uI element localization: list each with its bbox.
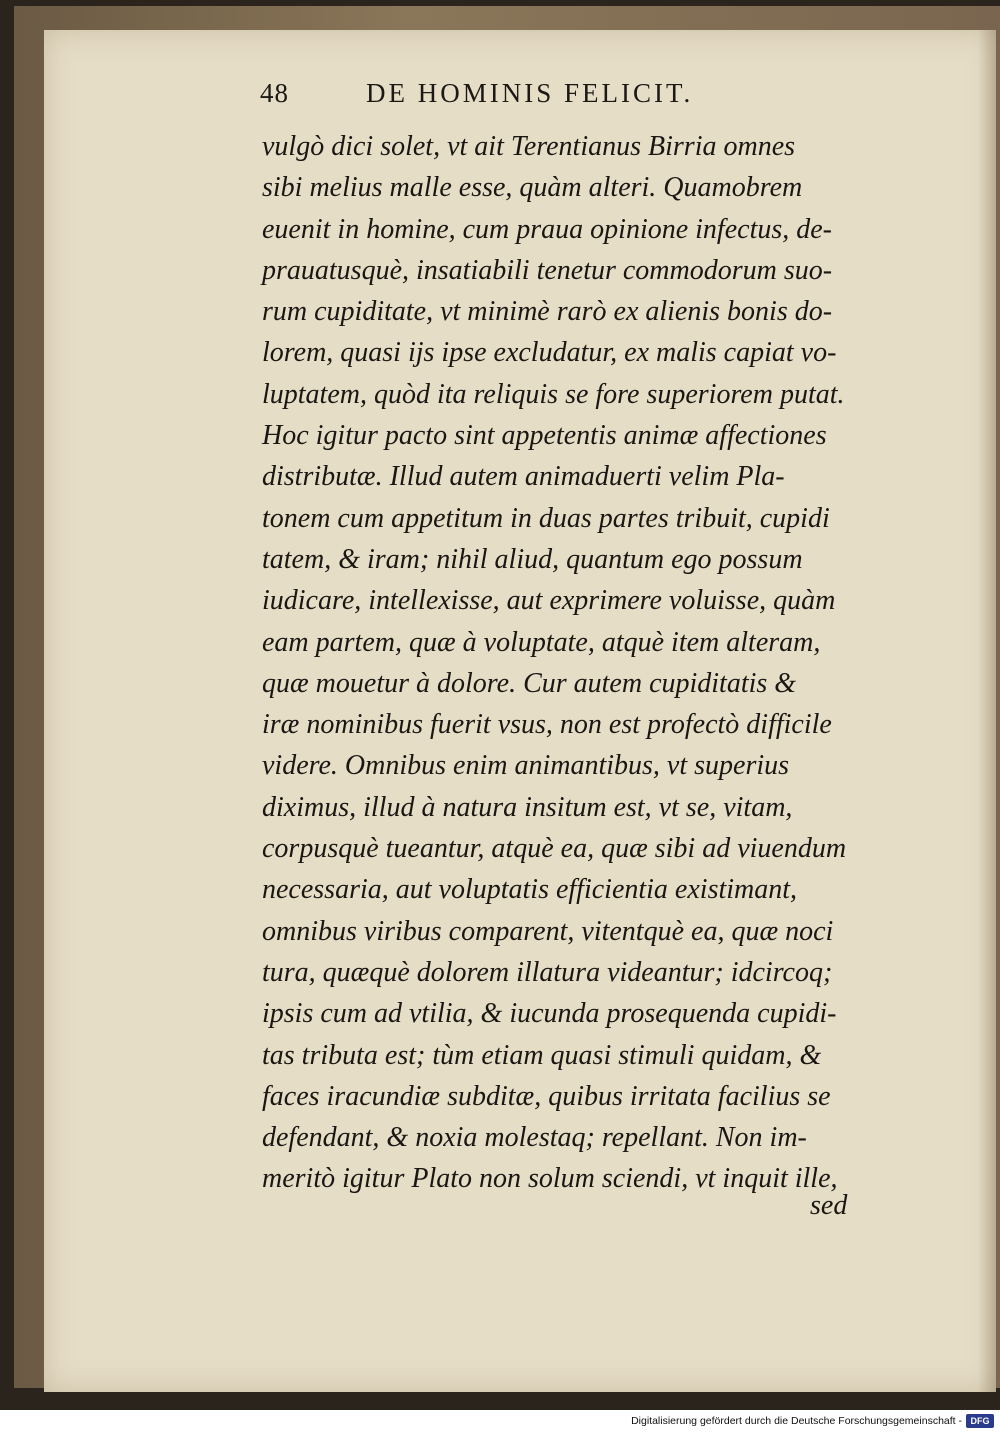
catchword: sed — [810, 1190, 848, 1221]
text-line: quæ mouetur à dolore. Cur autem cupiditatis & — [262, 667, 797, 699]
text-line: videre. Omnibus enim animantibus, vt superius — [262, 750, 790, 782]
text-line: iudicare, intellexisse, aut exprimere voluisse, quàm — [262, 585, 836, 617]
text-line: faces iracundiæ subditæ, quibus irritata facilius se — [262, 1080, 831, 1112]
running-title: DE HOMINIS FELICIT. — [366, 78, 694, 108]
body-text — [262, 126, 862, 1200]
text-line: omnibus viribus comparent, vitentquè ea, quæ noci — [262, 915, 834, 947]
funding-credit: Digitalisierung gefördert durch die Deutsche Forschungsgemeinschaft - — [631, 1415, 962, 1427]
text-line: prauatusquè, insatiabili tenetur commodorum suo- — [262, 254, 833, 286]
text-line: luptatem, quòd ita reliquis se fore superiorem putat. — [262, 378, 845, 410]
text-line: sibi melius malle esse, quàm alteri. Quamobrem — [262, 172, 803, 204]
text-line: tura, quæquè dolorem illatura videantur; idcircoq; — [262, 956, 833, 988]
text-line: tonem cum appetitum in duas partes tribuit, cupidi — [262, 502, 830, 534]
page-edge-shadow — [978, 30, 996, 1392]
text-line: eam partem, quæ à voluptate, atquè item alteram, — [262, 626, 821, 658]
text-line: vulgò dici solet, vt ait Terentianus Birria omnes — [262, 131, 796, 162]
text-line: euenit in homine, cum praua opinione infectus, de- — [262, 213, 832, 245]
text-line: tatem, & iram; nihil aliud, quantum ego possum — [262, 543, 803, 575]
page-number: 48 — [260, 78, 289, 108]
footer-bar — [0, 1410, 1000, 1432]
text-line: distributæ. Illud autem animaduerti velim Pla- — [262, 461, 785, 493]
text-line: lorem, quasi ijs ipse excludatur, ex malis capiat vo- — [262, 337, 837, 369]
dfg-logo: DFG — [966, 1414, 994, 1428]
text-line: Hoc igitur pacto sint appetentis animæ affectiones — [262, 420, 827, 452]
text-line: corpusquè tueantur, atquè ea, quæ sibi ad viuendum — [262, 833, 847, 865]
text-line: rum cupiditate, vt minimè rarò ex alienis bonis do- — [262, 296, 833, 328]
text-line: meritò igitur Plato non solum sciendi, vt inquit ille, — [262, 1163, 838, 1195]
text-line: iræ nominibus fuerit vsus, non est profectò difficile — [262, 709, 832, 741]
text-line: tas tributa est; tùm etiam quasi stimuli quidam, & — [262, 1039, 822, 1071]
text-line: necessaria, aut voluptatis efficientia existimant, — [262, 874, 798, 906]
text-line: defendant, & noxia molestaq; repellant. Non im- — [262, 1122, 807, 1154]
text-line: ipsis cum ad vtilia, & iucunda prosequenda cupidi- — [262, 998, 837, 1030]
page-header — [260, 78, 820, 118]
text-line: diximus, illud à natura insitum est, vt se, vitam, — [262, 791, 793, 823]
